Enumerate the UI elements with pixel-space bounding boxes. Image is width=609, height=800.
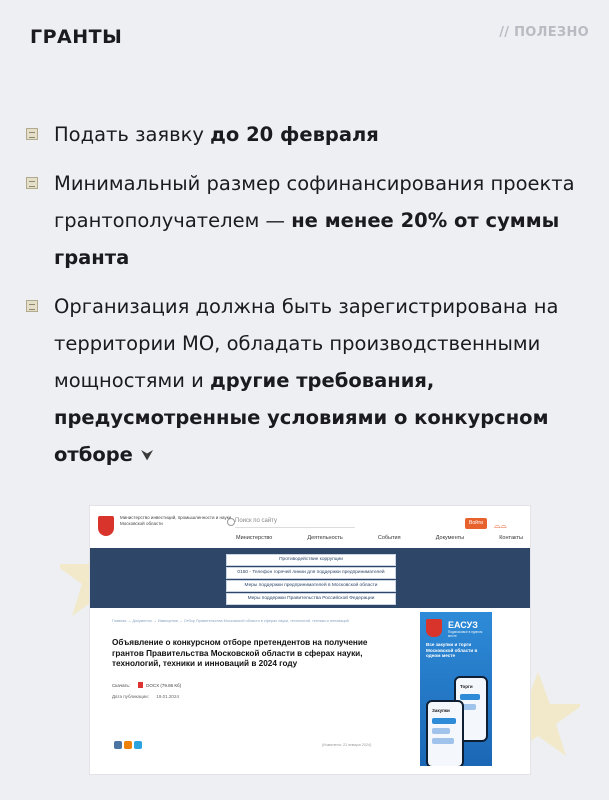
nav-item[interactable]: События — [377, 535, 401, 541]
nav-item[interactable]: Документы — [435, 535, 465, 541]
nav-item[interactable]: Министерство — [236, 535, 273, 541]
banner-hotline[interactable]: 0150 - Телефон горячей линии для поддержки предпринимателей — [226, 567, 396, 579]
vk-icon[interactable] — [114, 741, 122, 749]
share-buttons — [114, 741, 142, 749]
banner-area — [90, 548, 530, 608]
search-icon — [227, 518, 235, 526]
banner-business-support[interactable]: Меры поддержки предпринимателей в Московской области — [226, 580, 396, 592]
ok-icon[interactable] — [124, 741, 132, 749]
ad-title: ЕАСУЗ — [448, 620, 478, 630]
search-input[interactable]: Поиск по сайту — [235, 518, 355, 528]
banner-federal-support[interactable]: Меры поддержки Правительства Российской Федерации — [226, 593, 396, 605]
accessibility-glasses-icon[interactable]: ⌓⌓ — [494, 521, 507, 530]
telegram-icon[interactable] — [134, 741, 142, 749]
document-icon — [26, 128, 38, 140]
phone-mockup: Закупки — [426, 700, 464, 766]
coat-of-arms-logo — [426, 619, 442, 637]
ad-text: Все закупки и торги Московской области в одном месте — [426, 642, 478, 659]
bullet-text: Организация должна быть зарегистрирована на территории МО, обладать производственными мощностями и другие требования, предусмотренные условиями о конкурсном отборе ⮟ — [54, 295, 558, 466]
document-icon — [26, 300, 38, 312]
breadcrumb[interactable]: Главная → Документы → Извещения → Отбор Правительства Московской области в сферах науки, технологий, техники и инноваций — [112, 619, 349, 623]
nav-item[interactable]: Деятельность — [307, 535, 343, 541]
website-screenshot — [90, 506, 530, 774]
coat-of-arms-logo — [98, 516, 114, 536]
download-link[interactable]: DOCX (79.86 Кб) — [146, 682, 182, 688]
bullet-text: Минимальный размер софинансирования проекта грантополучателем — не менее 20% от суммы гранта — [54, 172, 575, 269]
list-item — [26, 288, 596, 474]
main-nav — [232, 535, 527, 541]
ad-subtitle: Подмосковье в едином месте — [448, 630, 483, 638]
arrow-down-icon: ⮟ — [140, 446, 154, 464]
ministry-name: Министерство инвестиций, промышленности и науки Московской области — [120, 515, 232, 526]
publish-date: Дата публикации: 19.01.2024 — [112, 693, 179, 699]
section-tag: // ПОЛЕЗНО — [499, 25, 589, 40]
modified-date: (Изменено: 22 января 2024) — [322, 743, 372, 747]
nav-item[interactable]: Контакты — [499, 535, 523, 541]
login-button[interactable]: Войти — [465, 518, 487, 529]
file-icon — [138, 682, 143, 688]
banner-anticorruption[interactable]: Противодействие коррупции — [226, 554, 396, 566]
list-item — [26, 116, 596, 153]
page-title: ГРАНТЫ — [30, 26, 123, 48]
article-heading: Объявление о конкурсном отборе претендентов на получение грантов Правительства Московской области в сферах науки, технологий, техники и инноваций в 2024 году — [112, 638, 368, 668]
eaisz-ad-banner[interactable] — [420, 612, 492, 766]
download-row: Скачать: DOCX (79.86 Кб) — [112, 682, 182, 688]
bullet-list — [26, 116, 596, 486]
document-icon — [26, 177, 38, 189]
list-item — [26, 165, 596, 276]
phone-mockup: Торги — [454, 676, 488, 742]
bullet-text: Подать заявку до 20 февраля — [54, 123, 379, 146]
